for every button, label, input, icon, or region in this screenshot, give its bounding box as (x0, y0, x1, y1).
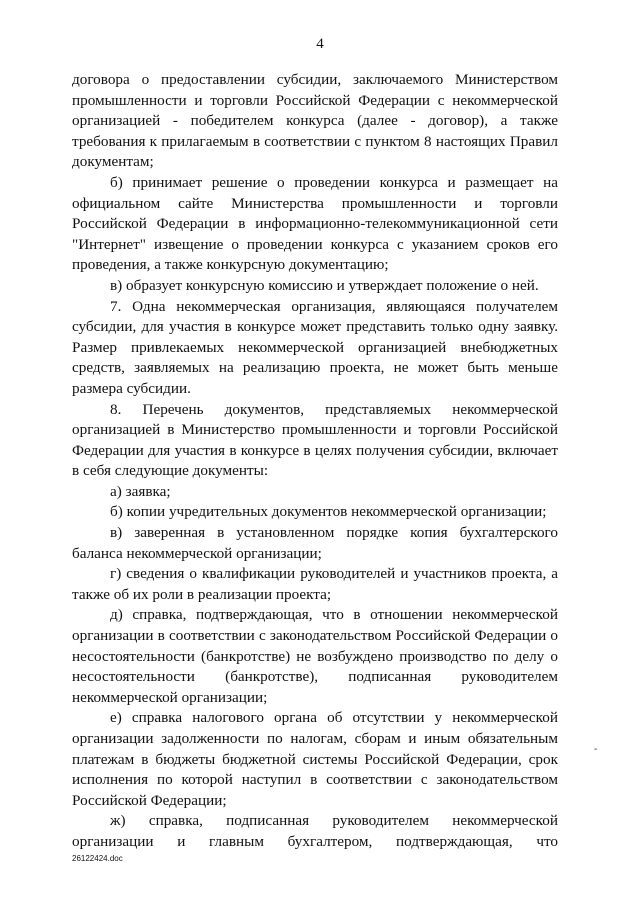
list-item-e: е) справка налогового органа об отсутствии у некоммерческой организации задолженности по налогам, сборам и иным обязательным платежам в бюджеты бюджетной системы Российской Федерации, срок исполнения по которой наступил в соответствии с законодательством Российской Федерации; (72, 709, 558, 809)
list-item-g: г) сведения о квалификации руководителей и участников проекта, а также об их роли в реализации проекта; (72, 565, 558, 603)
list-item-d: д) справка, подтверждающая, что в отношении некоммерческой организации в соответствии с законодательством Российской Федерации о несостоятельности (банкротстве) не возбуждено производство по делу о несостоятельности (банкротстве), подписанная руководителем некоммерческой организации; (72, 606, 558, 706)
document-file-id: 26122424.doc (72, 854, 123, 863)
paragraph-item-b: б) принимает решение о проведении конкурса и размещает на официальном сайте Министерства промышленности и торговли Российской Федерации в информационно-телекоммуникационной сети "Интернет" извещение о проведении конкурса с указанием сроков его проведения, а также конкурсную документацию; (72, 173, 558, 274)
paragraph-clause-7: 7. Одна некоммерческая организация, являющаяся получателем субсидии, для участия в конкурсе может представить только одну заявку. Размер привлекаемых некоммерческой организацией внебюджетных средств, заявляемых на реализацию проекта, не может быть меньше размера субсидии. (72, 297, 558, 397)
page-number: 4 (316, 36, 324, 52)
list-item-zh: ж) справка, подписанная руководителем некоммерческой организации и главным бухгалтером, подтверждающая, что (72, 812, 558, 850)
document-body (72, 70, 558, 853)
paragraph-continuation: договора о предоставлении субсидии, заключаемого Министерством промышленности и торговли Российской Федерации с некоммерческой организацией - победителем конкурса (далее - договор), а также требования к прилагаемым в соответствии с пунктом 8 настоящих Правил документам; (72, 71, 558, 171)
list-item-v: в) заверенная в установленном порядке копия бухгалтерского баланса некоммерческой организации; (72, 524, 558, 562)
paragraph-item-v: в) образует конкурсную комиссию и утверждает положение о ней. (110, 276, 539, 294)
list-item-b: б) копии учредительных документов некоммерческой организации; (110, 503, 547, 521)
paragraph-clause-8: 8. Перечень документов, представляемых некоммерческой организацией в Министерство промышленности и торговли Российской Федерации для участия в конкурсе в целях получения субсидии, включает в себя следующие документы: (72, 400, 558, 480)
margin-mark: - (594, 744, 598, 755)
list-item-a: а) заявка; (110, 482, 171, 500)
